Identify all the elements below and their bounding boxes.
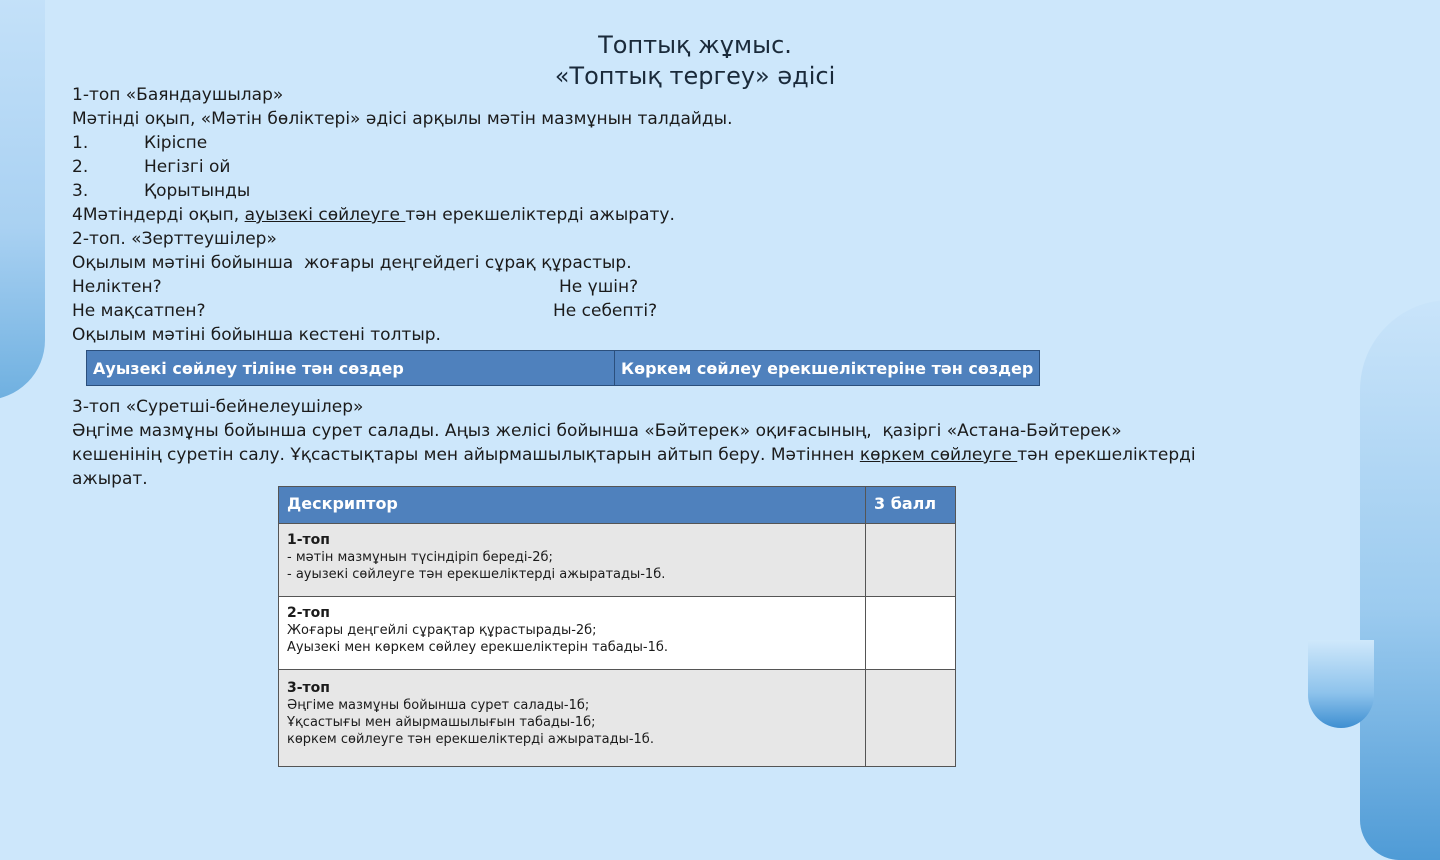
task4-prefix: 4Мәтіндерді оқып,	[72, 205, 245, 225]
table-cell	[279, 597, 866, 670]
task4-suffix: тән ерекшеліктерді ажырату.	[405, 205, 675, 225]
table-header-cell: Көркем сөйлеу ерекшеліктеріне тән сөздер	[615, 351, 1040, 386]
task4-link[interactable]: ауызекі сөйлеуге	[244, 205, 406, 225]
score-cell[interactable]	[866, 597, 956, 670]
decorative-shape-small	[1308, 640, 1374, 728]
row-line: - ауызекі сөйлеуге тән ерекшеліктерді ажыратады-1б.	[287, 567, 666, 582]
table-header-cell: Дескриптор	[279, 487, 866, 524]
row-line: Ұқсастығы мен айырмашылығын табады-1б;	[287, 715, 596, 730]
list-number: 3.	[72, 181, 89, 201]
question-row	[72, 275, 1412, 299]
row-line: көркем сөйлеуге тән ерекшеліктерді ажыратады-1б.	[287, 732, 654, 747]
table-row	[279, 670, 956, 767]
list-number: 2.	[72, 157, 89, 177]
row-line: Ауызекі мен көркем сөйлеу ерекшеліктерін табады-1б.	[287, 640, 669, 655]
list-item	[72, 179, 1412, 203]
table-cell	[279, 670, 866, 767]
task4-line	[72, 203, 1412, 227]
group3-text-2-prefix: кешенінің суретін салу. Ұқсастықтары мен айырмашылықтарын айтып беру. Мәтіннен	[72, 445, 860, 465]
question-4: Не себепті?	[553, 301, 658, 321]
decorative-shape-left	[0, 0, 45, 400]
group3-block	[72, 395, 1412, 491]
score-cell[interactable]	[866, 670, 956, 767]
list-text: Кіріспе	[144, 133, 208, 153]
descriptor-table	[278, 486, 956, 767]
table-row	[87, 351, 1040, 386]
question-3: Не мақсатпен?	[72, 301, 206, 321]
title-line-1: Топтық жұмыс.	[598, 31, 792, 59]
list-text: Қорытынды	[144, 181, 251, 201]
row-line: - мәтін мазмұнын түсіндіріп береді-2б;	[287, 550, 553, 565]
list-item	[72, 155, 1412, 179]
table-row	[279, 597, 956, 670]
table-instruction: Оқылым мәтіні бойынша кестені толтыр.	[72, 325, 441, 345]
score-cell[interactable]	[866, 524, 956, 597]
group3-link[interactable]: көркем сөйлеуге	[859, 445, 1018, 465]
table-row	[279, 524, 956, 597]
group1-instruction: Мәтінді оқып, «Мәтін бөліктері» әдісі арқылы мәтін мазмұнын талдайды.	[72, 109, 733, 129]
slide-body	[72, 83, 1412, 347]
row-group: 2-топ	[287, 605, 330, 621]
table-cell	[279, 524, 866, 597]
row-line: Жоғары деңгейлі сұрақтар құрастырады-2б;	[287, 623, 597, 638]
group2-table	[86, 350, 1040, 386]
row-group: 3-топ	[287, 680, 330, 696]
decorative-shape-right	[1360, 300, 1440, 860]
title-line-2: «Топтық тергеу» әдісі	[554, 62, 836, 90]
row-line: Әңгіме мазмұны бойынша сурет салады-1б;	[287, 698, 590, 713]
table-header-cell: 3 балл	[866, 487, 956, 524]
group2-instruction: Оқылым мәтіні бойынша жоғары деңгейдегі сұрақ құрастыр.	[72, 253, 632, 273]
group1-heading: 1-топ «Баяндаушылар»	[72, 85, 284, 105]
question-row	[72, 299, 1412, 323]
group3-text-2-suffix: тән ерекшеліктерді	[1017, 445, 1196, 465]
list-number: 1.	[72, 133, 89, 153]
question-2: Не үшін?	[559, 277, 639, 297]
group3-text-3: ажырат.	[72, 469, 148, 489]
table-header-cell: Ауызекі сөйлеу тіліне тән сөздер	[87, 351, 615, 386]
row-group: 1-топ	[287, 532, 330, 548]
group2-heading: 2-топ. «Зерттеушілер»	[72, 229, 277, 249]
group3-text-1: Әңгіме мазмұны бойынша сурет салады. Аңыз желісі бойынша «Бәйтерек» оқиғасының, қазіргі «Астана-Бәйтерек»	[72, 421, 1122, 441]
table-header-row	[279, 487, 956, 524]
list-item	[72, 131, 1412, 155]
group3-text-2	[72, 443, 1412, 467]
list-text: Негізгі ой	[144, 157, 231, 177]
question-1: Неліктен?	[72, 277, 162, 297]
group3-heading: 3-топ «Суретші-бейнелеушілер»	[72, 397, 364, 417]
